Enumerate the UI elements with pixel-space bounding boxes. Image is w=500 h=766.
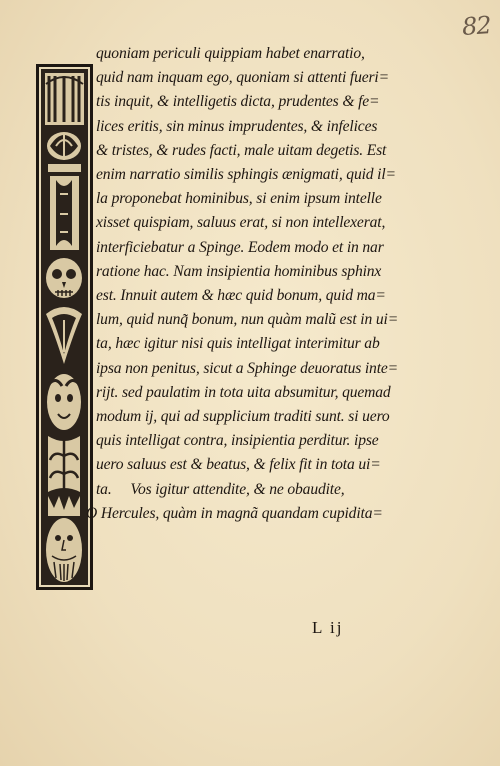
text-line: quid nam inquam ego, quoniam si attenti fueri= [96,69,389,87]
text-line: ta. Vos igitur attendite, & ne obaudite, [96,480,345,498]
text-line: quoniam periculi quippiam habet enarratio, [96,45,365,62]
text-line: tis inquit, & intelligetis dicta, prudentes & fe= [96,93,380,111]
woodcut-border-ornament [36,64,93,590]
text-line: est. Innuit autem & hæc quid bonum, quid ma= [96,287,386,304]
text-line: lum, quid nunq̃ bonum, nun quàm malũ est in ui= [96,311,399,329]
signature-mark: L ij [312,618,344,637]
text-line: interficiebatur a Spinge. Eodem modo et in nar [96,238,384,256]
text-line: ipsa non penitus, sicut a Sphinge deuoratus inte= [96,359,399,377]
text-line: O Hercules, quàm in magnã quandam cupidita= [86,504,383,522]
text-line: rijt. sed paulatim in tota uita absumitur, quemad [96,383,391,401]
text-line: uero saluus est & beatus, & felix fit in tota ui= [96,456,381,474]
text-line: lices eritis, sin minus imprudentes, & infelices [96,117,378,135]
text-line: la proponebat hominibus, si enim ipsum intelle [96,190,382,208]
text-line: quis intelligat contra, insipientia perditur. ipse [96,432,379,450]
text-line: modum ij, qui ad supplicium traditi sunt. si uero [96,408,390,425]
folio-number: 82 [461,11,492,41]
text-line: enim narratio similis sphingis ænigmati, quid il= [96,166,396,183]
text-line: ta, hæc igitur nisi quis intelligat interimitur ab [96,335,380,353]
text-line: ratione hac. Nam insipientia hominibus sphinx [96,262,382,280]
text-line: xisset quispiam, saluus erat, si non intellexerat, [96,214,386,232]
text-line: & tristes, & rudes facti, male uitam degetis. Est [96,141,387,159]
